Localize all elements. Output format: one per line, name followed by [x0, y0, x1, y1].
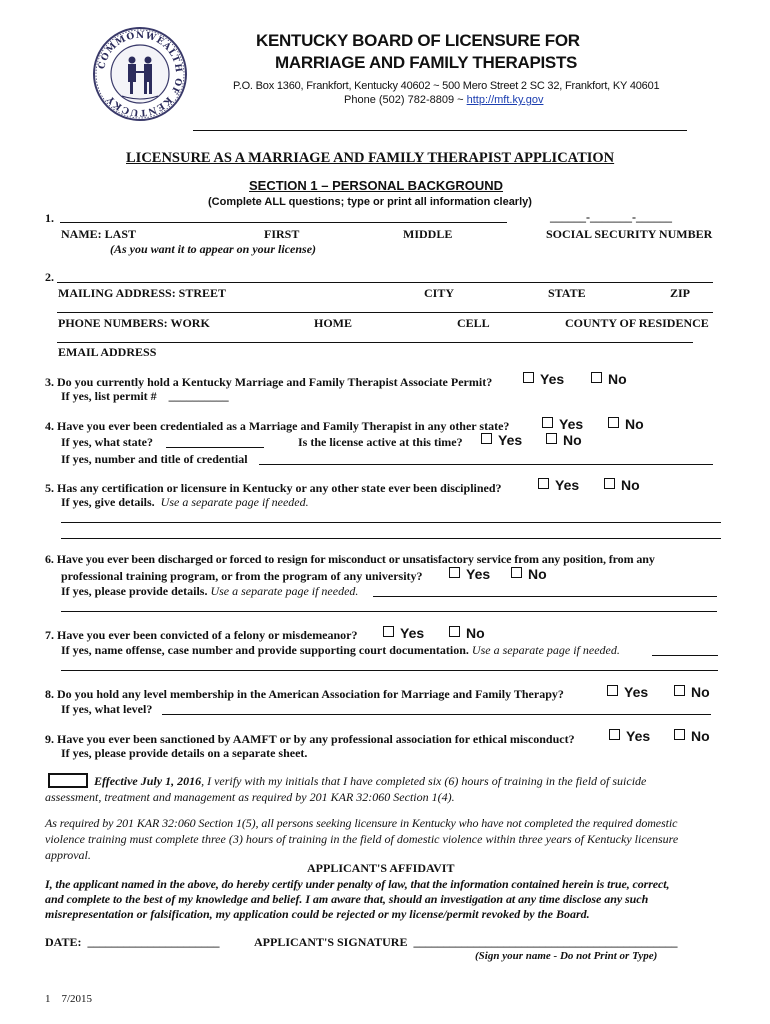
- address-input-line[interactable]: [57, 282, 713, 283]
- checkbox[interactable]: [383, 626, 394, 637]
- label-city: CITY: [424, 286, 455, 300]
- state-seal: [92, 26, 188, 122]
- q6-hint: Use a separate page if needed.: [210, 584, 359, 598]
- name-note: (As you want it to appear on your license): [110, 242, 317, 256]
- q6-details-line-1[interactable]: [373, 596, 717, 597]
- phone-input-line[interactable]: [57, 312, 713, 313]
- section-subtitle: (Complete ALL questions; type or print all information clearly): [208, 196, 532, 208]
- org-address: P.O. Box 1360, Frankfort, Kentucky 40602 ~ 500 Mero Street 2 SC 32, Frankfort, KY 40601: [233, 80, 660, 92]
- name-input-line[interactable]: [60, 222, 507, 223]
- q3-yes-option[interactable]: Yes: [523, 371, 564, 389]
- q7-no-option[interactable]: No: [449, 625, 485, 643]
- signature-input[interactable]: ____________________________________________: [413, 935, 678, 949]
- checkbox[interactable]: [674, 729, 685, 740]
- org-name-line1: KENTUCKY BOARD OF LICENSURE FOR: [256, 31, 580, 50]
- checkbox[interactable]: [449, 626, 460, 637]
- checkbox[interactable]: [591, 372, 602, 383]
- training-line-2: assessment, treatment and management as required by 201 KAR 32:060 Section 1(4).: [45, 790, 455, 804]
- label-phone-work: PHONE NUMBERS: WORK: [58, 316, 210, 330]
- seal-icon: [92, 26, 188, 122]
- checkbox[interactable]: [538, 478, 549, 489]
- q4-state-label: If yes, what state?: [61, 435, 153, 449]
- q1-number: 1.: [45, 211, 54, 225]
- label-zip: ZIP: [670, 286, 691, 300]
- q4-credential-label: If yes, number and title of credential: [61, 452, 248, 466]
- checkbox[interactable]: [481, 433, 492, 444]
- label-phone-home: HOME: [314, 316, 352, 330]
- q6-text-2: professional training program, or from the program of any university?: [61, 569, 423, 583]
- q7-yes-option[interactable]: Yes: [383, 625, 424, 643]
- dv-line-1: As required by 201 KAR 32:060 Section 1(5), all persons seeking licensure in Kentucky who have not completed the required domestic: [45, 816, 678, 830]
- form-title: LICENSURE AS A MARRIAGE AND FAMILY THERAPIST APPLICATION: [126, 150, 615, 166]
- q7-details-line-1[interactable]: [652, 655, 718, 656]
- q9-no-option[interactable]: No: [674, 728, 710, 746]
- page-footer: [45, 993, 92, 1005]
- website-link[interactable]: http://mft.ky.gov: [466, 94, 544, 106]
- q9-followup: If yes, please provide details on a separate sheet.: [61, 746, 308, 760]
- checkbox[interactable]: [608, 417, 619, 428]
- svg-text:COMMONWEALTH OF KENTUCKY: COMMONWEALTH OF KENTUCKY: [97, 30, 184, 118]
- q3-followup: If yes, list permit # __________: [61, 389, 229, 403]
- date-label: DATE:: [45, 935, 82, 949]
- q4-credential-input[interactable]: [259, 464, 713, 465]
- q3-no-option[interactable]: No: [591, 371, 627, 389]
- signature-note: (Sign your name - Do not Print or Type): [475, 950, 658, 962]
- q9-text: 9. Have you ever been sanctioned by AAMFT or by any professional association for ethical misconduct?: [45, 732, 575, 746]
- checkbox[interactable]: [523, 372, 534, 383]
- signature-field: [254, 935, 677, 950]
- q8-level-input[interactable]: [162, 714, 711, 715]
- dv-line-3: approval.: [45, 848, 91, 862]
- checkbox[interactable]: [511, 567, 522, 578]
- q5-text: 5. Has any certification or licensure in Kentucky or any other state ever been disciplined?: [45, 481, 502, 495]
- label-state: STATE: [548, 286, 586, 300]
- affidavit-line-2: and complete to the best of my knowledge and belief. I am aware that, should an investigation at any time disclose any such: [45, 892, 649, 906]
- q3-text: 3. Do you currently hold a Kentucky Marriage and Family Therapist Associate Permit?: [45, 375, 493, 389]
- q4-text: 4. Have you ever been credentialed as a Marriage and Family Therapist in any other state?: [45, 419, 510, 433]
- revision-date: 7/2015: [61, 993, 93, 1005]
- date-input[interactable]: ______________________: [87, 935, 220, 949]
- q4-active-no-option[interactable]: No: [546, 432, 582, 450]
- org-name-line2: MARRIAGE AND FAMILY THERAPISTS: [275, 53, 578, 72]
- org-phone: Phone (502) 782-8809 ~: [344, 94, 467, 106]
- section-title: SECTION 1 – PERSONAL BACKGROUND: [249, 178, 504, 193]
- checkbox[interactable]: [546, 433, 557, 444]
- q7-hint: Use a separate page if needed.: [471, 643, 620, 657]
- date-field: [45, 935, 219, 950]
- page-number: 1: [45, 993, 51, 1005]
- q9-yes-option[interactable]: Yes: [609, 728, 650, 746]
- checkbox[interactable]: [609, 729, 620, 740]
- q6-yes-option[interactable]: Yes: [449, 566, 490, 584]
- ssn-input[interactable]: ______-_______-______: [550, 210, 672, 224]
- q4-state-input[interactable]: [166, 447, 264, 448]
- q4-yes-option[interactable]: Yes: [542, 416, 583, 434]
- checkbox[interactable]: [607, 685, 618, 696]
- training-line-1: Effective July 1, 2016, I verify with my initials that I have completed six (6) hours of training in the field of suicide: [94, 774, 647, 788]
- q8-yes-option[interactable]: Yes: [607, 684, 648, 702]
- checkbox[interactable]: [604, 478, 615, 489]
- checkbox[interactable]: [449, 567, 460, 578]
- q5-hint: Use a separate page if needed.: [160, 495, 309, 509]
- q6-text-1: 6. Have you ever been discharged or forced to resign for misconduct or unsatisfactory service from any position, from any: [45, 552, 655, 566]
- effective-date: Effective July 1, 2016: [94, 774, 202, 788]
- initials-box[interactable]: [48, 773, 88, 788]
- q7-followup: If yes, name offense, case number and provide supporting court documentation. Use a separate page if needed.: [61, 643, 620, 657]
- label-middle-name: MIDDLE: [403, 227, 453, 241]
- affidavit-line-3: misrepresentation or falsification, my application could be rejected or my license/permit revoked by the Board.: [45, 907, 590, 921]
- q6-no-option[interactable]: No: [511, 566, 547, 584]
- label-phone-cell: CELL: [457, 316, 490, 330]
- email-input-line[interactable]: [57, 342, 693, 343]
- label-county: COUNTY OF RESIDENCE: [565, 316, 709, 330]
- q4-no-option[interactable]: No: [608, 416, 644, 434]
- q5-yes-option[interactable]: Yes: [538, 477, 579, 495]
- q4-active-label: Is the license active at this time?: [298, 435, 463, 449]
- signature-label: APPLICANT'S SIGNATURE: [254, 935, 408, 949]
- q6-followup: If yes, please provide details. Use a separate page if needed.: [61, 584, 359, 598]
- q2-number: 2.: [45, 270, 54, 284]
- affidavit-line-1: I, the applicant named in the above, do hereby certify under penalty of law, that the information contained herein is true, correct,: [45, 877, 670, 891]
- q5-details-line-2[interactable]: [61, 538, 721, 539]
- affidavit-title: APPLICANT'S AFFIDAVIT: [307, 861, 455, 875]
- label-first-name: FIRST: [264, 227, 300, 241]
- checkbox[interactable]: [674, 685, 685, 696]
- q6-details-line-2[interactable]: [61, 611, 717, 612]
- dv-line-2: violence training must complete three (3) hours of training in the field of domestic violence within three years of Kentucky licensure: [45, 832, 679, 846]
- q8-followup: If yes, what level?: [61, 702, 153, 716]
- q5-details-line-1[interactable]: [61, 522, 721, 523]
- q8-no-option[interactable]: No: [674, 684, 710, 702]
- org-contact: [344, 94, 543, 106]
- q8-text: 8. Do you hold any level membership in the American Association for Marriage and Family Therapy?: [45, 687, 564, 701]
- checkbox[interactable]: [542, 417, 553, 428]
- q5-no-option[interactable]: No: [604, 477, 640, 495]
- header-divider: [193, 130, 687, 131]
- label-last-name: NAME: LAST: [61, 227, 137, 241]
- permit-input[interactable]: __________: [168, 389, 229, 403]
- label-street: MAILING ADDRESS: STREET: [58, 286, 227, 300]
- q7-details-line-2[interactable]: [61, 670, 718, 671]
- label-email: EMAIL ADDRESS: [58, 345, 157, 359]
- q4-active-yes-option[interactable]: Yes: [481, 432, 522, 450]
- q7-text: 7. Have you ever been convicted of a felony or misdemeanor?: [45, 628, 358, 642]
- label-ssn: SOCIAL SECURITY NUMBER: [546, 227, 713, 241]
- q5-followup: If yes, give details. Use a separate page if needed.: [61, 495, 309, 509]
